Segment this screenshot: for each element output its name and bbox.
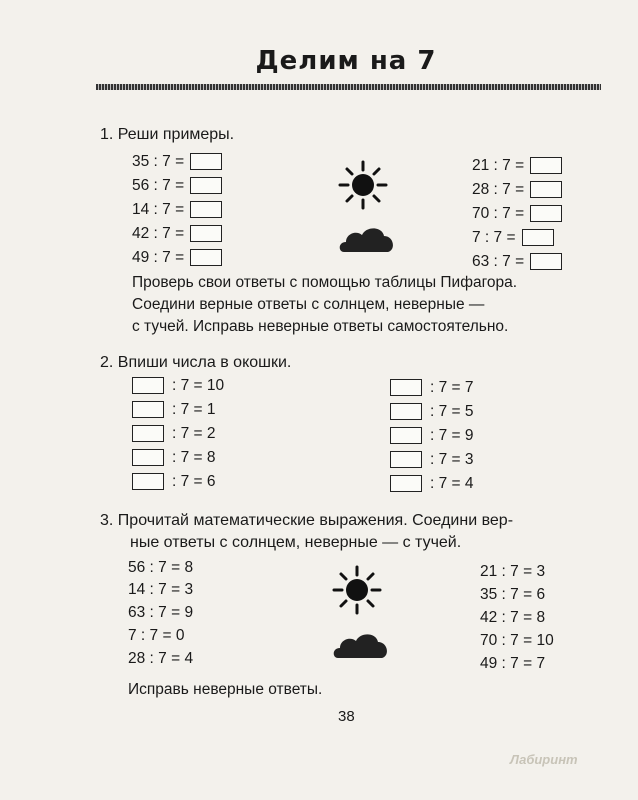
task-3-left-row[interactable]: 63 : 7 = 9	[128, 604, 194, 621]
task-2-title: 2. Впиши числа в окошки.	[100, 354, 292, 371]
answer-box[interactable]	[522, 229, 554, 246]
task-1-right-row: 28 : 7 =	[472, 180, 562, 200]
answer-box[interactable]	[132, 425, 164, 442]
answer-box[interactable]	[190, 177, 222, 194]
task-3-title: 3. Прочитай математические выражения. Соедини вер- ные ответы с солнцем, неверные — с тучей.	[100, 512, 514, 551]
task-1-left-row: 14 : 7 =	[132, 200, 222, 220]
answer-box[interactable]	[190, 225, 222, 242]
answer-box[interactable]	[132, 377, 164, 394]
answer-box[interactable]	[390, 379, 422, 396]
task-2-right-row: : 7 = 3	[390, 450, 474, 470]
task-1-left-row: 49 : 7 =	[132, 248, 222, 268]
answer-box[interactable]	[530, 205, 562, 222]
task-3-right-row[interactable]: 42 : 7 = 8	[480, 609, 546, 626]
title-divider	[96, 84, 601, 90]
page-title: Делим на 7	[255, 46, 437, 76]
task-2-right-row: : 7 = 9	[390, 426, 474, 446]
task-3-footer: Исправь неверные ответы.	[128, 681, 323, 698]
task-1-right-row: 21 : 7 =	[472, 156, 562, 176]
task-2-left-row: : 7 = 1	[132, 400, 216, 420]
task-1-right-row: 70 : 7 =	[472, 204, 562, 224]
task-3-right-row[interactable]: 35 : 7 = 6	[480, 586, 546, 603]
answer-box[interactable]	[530, 157, 562, 174]
sun-icon[interactable]	[338, 160, 388, 210]
answer-box[interactable]	[190, 201, 222, 218]
task-2-right-row: : 7 = 4	[390, 474, 474, 494]
sun-icon[interactable]	[332, 565, 382, 615]
answer-box[interactable]	[530, 253, 562, 270]
task-2-left-row: : 7 = 10	[132, 376, 224, 396]
task-1-right-row: 63 : 7 =	[472, 252, 562, 272]
task-3-left-row[interactable]: 28 : 7 = 4	[128, 650, 194, 667]
task-3-left-row[interactable]: 14 : 7 = 3	[128, 581, 194, 598]
task-1-left-row: 42 : 7 =	[132, 224, 222, 244]
cloud-icon[interactable]	[330, 628, 392, 666]
answer-box[interactable]	[390, 427, 422, 444]
task-2-right-row: : 7 = 7	[390, 378, 474, 398]
task-2-left-row: : 7 = 8	[132, 448, 216, 468]
answer-box[interactable]	[132, 473, 164, 490]
task-2-left-row: : 7 = 2	[132, 424, 216, 444]
task-3-left-row[interactable]: 56 : 7 = 8	[128, 559, 194, 576]
answer-box[interactable]	[132, 401, 164, 418]
task-3-right-row[interactable]: 49 : 7 = 7	[480, 655, 546, 672]
answer-box[interactable]	[530, 181, 562, 198]
task-1-left-row: 35 : 7 =	[132, 152, 222, 172]
task-3-right-row[interactable]: 21 : 7 = 3	[480, 563, 546, 580]
task-1-right-row: 7 : 7 =	[472, 228, 554, 248]
task-1-instructions: Проверь свои ответы с помощью таблицы Пифагора. Соедини верные ответы с солнцем, неверные — с тучей. Исправь неверные ответы самостоятельно.	[132, 274, 518, 335]
answer-box[interactable]	[190, 249, 222, 266]
task-2-right-row: : 7 = 5	[390, 402, 474, 422]
answer-box[interactable]	[390, 451, 422, 468]
answer-box[interactable]	[390, 475, 422, 492]
cloud-icon[interactable]	[336, 222, 398, 260]
answer-box[interactable]	[190, 153, 222, 170]
task-1-title: 1. Реши примеры.	[100, 126, 235, 143]
task-1-left-row: 56 : 7 =	[132, 176, 222, 196]
page-number: 38	[338, 708, 355, 725]
task-3-left-row[interactable]: 7 : 7 = 0	[128, 627, 185, 644]
task-2-left-row: : 7 = 6	[132, 472, 216, 492]
publisher-logo: Лабиринт	[510, 752, 578, 767]
answer-box[interactable]	[390, 403, 422, 420]
answer-box[interactable]	[132, 449, 164, 466]
task-3-right-row[interactable]: 70 : 7 = 10	[480, 632, 554, 649]
